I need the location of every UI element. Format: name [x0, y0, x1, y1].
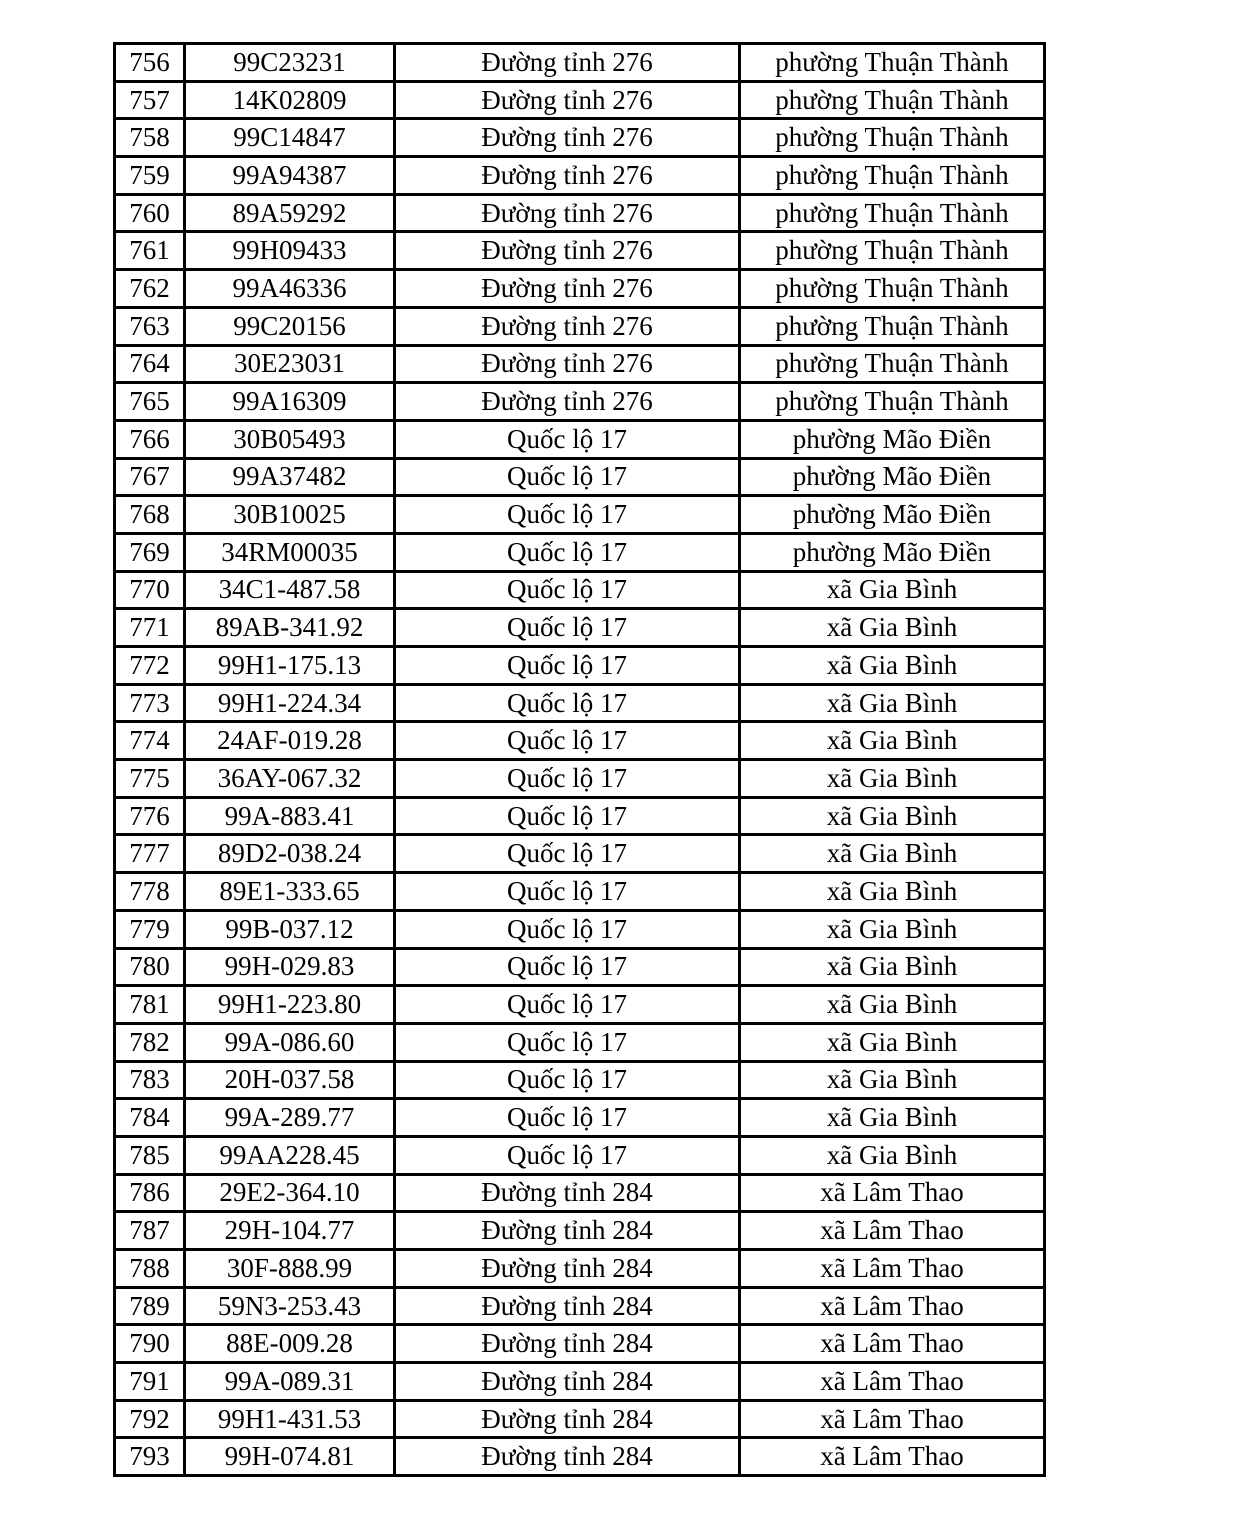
table-row [115, 194, 1045, 232]
ward-cell: xã Lâm Thao [740, 1438, 1045, 1476]
street-cell: Đường tỉnh 276 [395, 81, 740, 119]
ward-cell: xã Lâm Thao [740, 1400, 1045, 1438]
row-number-cell: 788 [115, 1250, 185, 1288]
ward-cell: phường Thuận Thành [740, 232, 1045, 270]
row-number-cell: 763 [115, 307, 185, 345]
ward-cell: xã Gia Bình [740, 835, 1045, 873]
table-row [115, 157, 1045, 195]
table-row [115, 1174, 1045, 1212]
ward-cell: phường Thuận Thành [740, 307, 1045, 345]
street-cell: Quốc lộ 17 [395, 1061, 740, 1099]
row-number-cell: 762 [115, 270, 185, 308]
row-number-cell: 764 [115, 345, 185, 383]
street-cell: Quốc lộ 17 [395, 420, 740, 458]
street-cell: Đường tỉnh 284 [395, 1250, 740, 1288]
license-plate-cell: 30E23031 [185, 345, 395, 383]
street-cell: Quốc lộ 17 [395, 760, 740, 798]
license-plate-cell: 14K02809 [185, 81, 395, 119]
table-row [115, 1136, 1045, 1174]
license-plate-cell: 89D2-038.24 [185, 835, 395, 873]
table-row [115, 760, 1045, 798]
street-cell: Quốc lộ 17 [395, 986, 740, 1024]
table-row [115, 232, 1045, 270]
license-plate-cell: 29E2-364.10 [185, 1174, 395, 1212]
license-plate-cell: 20H-037.58 [185, 1061, 395, 1099]
license-plate-cell: 99AA228.45 [185, 1136, 395, 1174]
row-number-cell: 761 [115, 232, 185, 270]
ward-cell: phường Mão Điền [740, 420, 1045, 458]
table-row [115, 496, 1045, 534]
license-plate-cell: 99H1-224.34 [185, 684, 395, 722]
row-number-cell: 783 [115, 1061, 185, 1099]
row-number-cell: 768 [115, 496, 185, 534]
table-row [115, 722, 1045, 760]
license-plate-cell: 34C1-487.58 [185, 571, 395, 609]
row-number-cell: 759 [115, 157, 185, 195]
street-cell: Quốc lộ 17 [395, 609, 740, 647]
row-number-cell: 772 [115, 647, 185, 685]
license-plate-cell: 89A59292 [185, 194, 395, 232]
street-cell: Quốc lộ 17 [395, 533, 740, 571]
table-row [115, 571, 1045, 609]
license-plate-cell: 99A-089.31 [185, 1363, 395, 1401]
table-row [115, 81, 1045, 119]
ward-cell: phường Thuận Thành [740, 81, 1045, 119]
row-number-cell: 781 [115, 986, 185, 1024]
row-number-cell: 776 [115, 797, 185, 835]
street-cell: Quốc lộ 17 [395, 496, 740, 534]
license-plate-cell: 30F-888.99 [185, 1250, 395, 1288]
ward-cell: xã Lâm Thao [740, 1325, 1045, 1363]
ward-cell: xã Lâm Thao [740, 1287, 1045, 1325]
row-number-cell: 787 [115, 1212, 185, 1250]
table-row [115, 1023, 1045, 1061]
row-number-cell: 785 [115, 1136, 185, 1174]
row-number-cell: 790 [115, 1325, 185, 1363]
table-row [115, 684, 1045, 722]
street-cell: Quốc lộ 17 [395, 873, 740, 911]
ward-cell: xã Gia Bình [740, 986, 1045, 1024]
ward-cell: xã Lâm Thao [740, 1212, 1045, 1250]
ward-cell: phường Thuận Thành [740, 157, 1045, 195]
ward-cell: xã Gia Bình [740, 910, 1045, 948]
table-row [115, 1212, 1045, 1250]
street-cell: Đường tỉnh 276 [395, 345, 740, 383]
ward-cell: xã Gia Bình [740, 760, 1045, 798]
row-number-cell: 779 [115, 910, 185, 948]
license-plate-cell: 30B10025 [185, 496, 395, 534]
ward-cell: phường Mão Điền [740, 533, 1045, 571]
table-row [115, 1438, 1045, 1476]
license-plate-cell: 99H1-223.80 [185, 986, 395, 1024]
license-plate-cell: 99H1-431.53 [185, 1400, 395, 1438]
table-row [115, 307, 1045, 345]
license-plate-cell: 99C20156 [185, 307, 395, 345]
street-cell: Đường tỉnh 284 [395, 1287, 740, 1325]
row-number-cell: 758 [115, 119, 185, 157]
license-plate-cell: 89E1-333.65 [185, 873, 395, 911]
row-number-cell: 775 [115, 760, 185, 798]
license-plate-cell: 99H1-175.13 [185, 647, 395, 685]
vehicle-list-table [113, 42, 1046, 1477]
license-plate-cell: 99A-086.60 [185, 1023, 395, 1061]
license-plate-cell: 99A16309 [185, 383, 395, 421]
ward-cell: phường Thuận Thành [740, 383, 1045, 421]
ward-cell: xã Lâm Thao [740, 1174, 1045, 1212]
license-plate-cell: 29H-104.77 [185, 1212, 395, 1250]
street-cell: Quốc lộ 17 [395, 722, 740, 760]
row-number-cell: 789 [115, 1287, 185, 1325]
table-row [115, 1099, 1045, 1137]
row-number-cell: 770 [115, 571, 185, 609]
row-number-cell: 791 [115, 1363, 185, 1401]
license-plate-cell: 99A94387 [185, 157, 395, 195]
license-plate-cell: 30B05493 [185, 420, 395, 458]
license-plate-cell: 24AF-019.28 [185, 722, 395, 760]
street-cell: Đường tỉnh 276 [395, 270, 740, 308]
table-row [115, 1363, 1045, 1401]
row-number-cell: 760 [115, 194, 185, 232]
row-number-cell: 766 [115, 420, 185, 458]
street-cell: Đường tỉnh 276 [395, 157, 740, 195]
street-cell: Đường tỉnh 276 [395, 119, 740, 157]
license-plate-cell: 99H-029.83 [185, 948, 395, 986]
license-plate-cell: 99C14847 [185, 119, 395, 157]
table-row [115, 948, 1045, 986]
license-plate-cell: 59N3-253.43 [185, 1287, 395, 1325]
row-number-cell: 756 [115, 44, 185, 82]
license-plate-cell: 99H-074.81 [185, 1438, 395, 1476]
table-row [115, 1325, 1045, 1363]
street-cell: Quốc lộ 17 [395, 647, 740, 685]
street-cell: Đường tỉnh 284 [395, 1174, 740, 1212]
ward-cell: xã Gia Bình [740, 684, 1045, 722]
row-number-cell: 786 [115, 1174, 185, 1212]
ward-cell: xã Lâm Thao [740, 1363, 1045, 1401]
row-number-cell: 774 [115, 722, 185, 760]
row-number-cell: 767 [115, 458, 185, 496]
license-plate-cell: 99B-037.12 [185, 910, 395, 948]
street-cell: Quốc lộ 17 [395, 1136, 740, 1174]
ward-cell: phường Thuận Thành [740, 194, 1045, 232]
ward-cell: phường Thuận Thành [740, 270, 1045, 308]
table-row [115, 986, 1045, 1024]
row-number-cell: 793 [115, 1438, 185, 1476]
row-number-cell: 784 [115, 1099, 185, 1137]
table-row [115, 1287, 1045, 1325]
table-row [115, 420, 1045, 458]
license-plate-cell: 99A-289.77 [185, 1099, 395, 1137]
table-row [115, 797, 1045, 835]
ward-cell: xã Gia Bình [740, 647, 1045, 685]
street-cell: Quốc lộ 17 [395, 571, 740, 609]
ward-cell: xã Gia Bình [740, 571, 1045, 609]
row-number-cell: 777 [115, 835, 185, 873]
street-cell: Quốc lộ 17 [395, 458, 740, 496]
license-plate-cell: 99A37482 [185, 458, 395, 496]
table-row [115, 345, 1045, 383]
ward-cell: phường Mão Điền [740, 496, 1045, 534]
street-cell: Đường tỉnh 276 [395, 383, 740, 421]
license-plate-cell: 88E-009.28 [185, 1325, 395, 1363]
street-cell: Quốc lộ 17 [395, 1099, 740, 1137]
ward-cell: xã Gia Bình [740, 948, 1045, 986]
row-number-cell: 792 [115, 1400, 185, 1438]
street-cell: Đường tỉnh 284 [395, 1325, 740, 1363]
license-plate-cell: 89AB-341.92 [185, 609, 395, 647]
street-cell: Đường tỉnh 276 [395, 307, 740, 345]
ward-cell: xã Gia Bình [740, 722, 1045, 760]
license-plate-cell: 99A46336 [185, 270, 395, 308]
table-row [115, 44, 1045, 82]
row-number-cell: 757 [115, 81, 185, 119]
table-row [115, 119, 1045, 157]
street-cell: Đường tỉnh 276 [395, 44, 740, 82]
table-row [115, 1250, 1045, 1288]
street-cell: Quốc lộ 17 [395, 948, 740, 986]
street-cell: Đường tỉnh 276 [395, 232, 740, 270]
table-row [115, 609, 1045, 647]
street-cell: Đường tỉnh 284 [395, 1212, 740, 1250]
license-plate-cell: 99C23231 [185, 44, 395, 82]
row-number-cell: 771 [115, 609, 185, 647]
ward-cell: xã Gia Bình [740, 609, 1045, 647]
table-row [115, 910, 1045, 948]
row-number-cell: 765 [115, 383, 185, 421]
row-number-cell: 769 [115, 533, 185, 571]
table-row [115, 1061, 1045, 1099]
street-cell: Quốc lộ 17 [395, 797, 740, 835]
ward-cell: phường Thuận Thành [740, 44, 1045, 82]
street-cell: Quốc lộ 17 [395, 835, 740, 873]
row-number-cell: 782 [115, 1023, 185, 1061]
ward-cell: phường Mão Điền [740, 458, 1045, 496]
street-cell: Đường tỉnh 284 [395, 1400, 740, 1438]
table-row [115, 270, 1045, 308]
street-cell: Quốc lộ 17 [395, 684, 740, 722]
table-row [115, 835, 1045, 873]
ward-cell: xã Gia Bình [740, 1023, 1045, 1061]
table-row [115, 647, 1045, 685]
table-row [115, 458, 1045, 496]
row-number-cell: 780 [115, 948, 185, 986]
ward-cell: xã Gia Bình [740, 1136, 1045, 1174]
ward-cell: phường Thuận Thành [740, 119, 1045, 157]
street-cell: Đường tỉnh 276 [395, 194, 740, 232]
row-number-cell: 773 [115, 684, 185, 722]
street-cell: Đường tỉnh 284 [395, 1438, 740, 1476]
street-cell: Quốc lộ 17 [395, 1023, 740, 1061]
license-plate-cell: 36AY-067.32 [185, 760, 395, 798]
row-number-cell: 778 [115, 873, 185, 911]
ward-cell: xã Gia Bình [740, 1099, 1045, 1137]
street-cell: Đường tỉnh 284 [395, 1363, 740, 1401]
license-plate-cell: 99H09433 [185, 232, 395, 270]
license-plate-cell: 99A-883.41 [185, 797, 395, 835]
table-body [115, 44, 1045, 1476]
ward-cell: xã Lâm Thao [740, 1250, 1045, 1288]
ward-cell: xã Gia Bình [740, 797, 1045, 835]
table-row [115, 533, 1045, 571]
street-cell: Quốc lộ 17 [395, 910, 740, 948]
table-row [115, 1400, 1045, 1438]
ward-cell: phường Thuận Thành [740, 345, 1045, 383]
license-plate-cell: 34RM00035 [185, 533, 395, 571]
table-row [115, 873, 1045, 911]
table-row [115, 383, 1045, 421]
ward-cell: xã Gia Bình [740, 1061, 1045, 1099]
ward-cell: xã Gia Bình [740, 873, 1045, 911]
